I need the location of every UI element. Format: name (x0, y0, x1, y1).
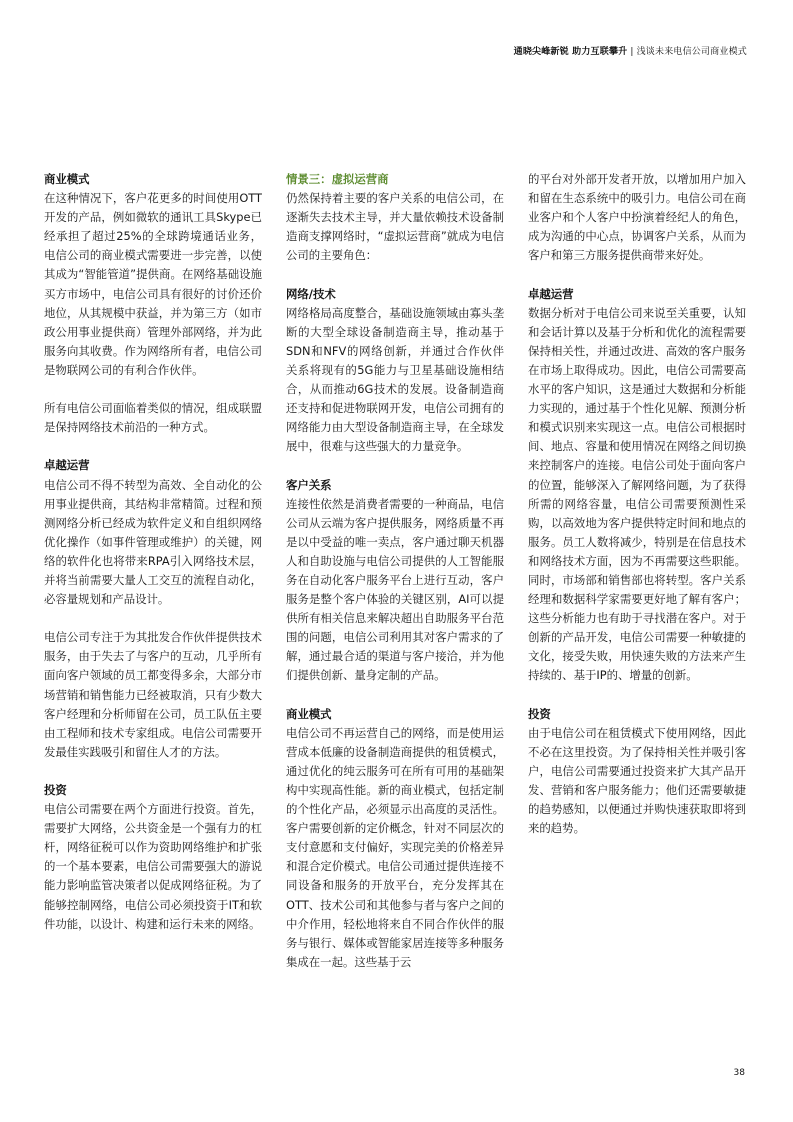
column-3 (528, 170, 746, 857)
page-number: 38 (733, 1068, 745, 1078)
section-heading: 商业模式 (286, 706, 332, 721)
paragraph: 数据分析对于电信公司来说至关重要，认知和会话计算以及基于分析和优化的流程需要保持相关性，并通过改进、高效的客户服务在市场上取得成功。因此，电信公司需要高水平的客户知识，这是通过大数据和分析能力实现的，通过基于个性化见解、预测分析和模式识别来实现这一点。电信公司根据时间、地点、容量和使用情况在网络之间切换来控制客户的连接。电信公司处于面向客户的位置，能够深入了解网络问题，为了获得所需的网络容量，电信公司需要预测性采购，以高效地为客户提供特定时间和地点的服务。员工人数将减少，特别是在信息技术和网络技术方面，因为不再需要这些职能。同时，市场部和销售部也将转型。客户关系经理和数据科学家需要更好地了解有客户；这些分析能力也有助于寻找潜在客户。对于创新的产品开发，电信公司需要一种敏捷的文化，接受失败，用快速失败的方法来产生持续的、基于IP的、增量的创新。 (528, 305, 746, 683)
paragraph: 电信公司不再运营自己的网络，而是使用运营成本低廉的设备制造商提供的租赁模式，通过优化的纯云服务可在所有可用的基础架构中实现高性能。新的商业模式，包括定制的个性化产品，必须显示出高度的灵活性。客户需要创新的定价概念，针对不同层次的支付意愿和支付偏好，实现完美的价格差异和混合定价模式。电信公司通过提供连接不同设备和服务的开放平台，充分发挥其在OTT、技术公司和其他参与者与客户之间的中介作用，轻松地将来自不同合作伙伴的服务与银行、媒体或智能家居连接等多种服务集成在一起。这些基于云 (286, 725, 504, 969)
section-heading: 客户关系 (286, 477, 332, 492)
section-heading: 网络/技术 (286, 286, 336, 301)
running-header (514, 44, 747, 57)
section-heading: 投资 (44, 783, 67, 797)
paragraph: 连接性依然是消费者需要的一种商品，电信公司从云端为客户提供服务，网络质量不再是以中受益的唯一卖点，客户通过聊天机器人和自助设施与电信公司提供的人工智能服务在自动化客户服务平台上进行互动，客户服务是整个客户体验的关键区别，AI可以提供所有相关信息来解决超出自助服务平台范围的问题，电信公司利用其对客户需求的了解，通过最合适的渠道与客户接洽，并为他们提供创新、量身定制的产品。 (286, 496, 504, 683)
paragraph: 电信公司需要在两个方面进行投资。首先，需要扩大网络，公共资金是一个强有力的杠杆，网络征税可以作为资助网络维护和扩张的一个基本要素，电信公司需要强大的游说能力影响监管决策者以促成网络征税。为了能够控制网络，电信公司必须投资于IT和软件功能，以设计、构建和运行未来的网络。 (44, 802, 262, 931)
header-subtitle: 浅谈未来电信公司商业模式 (636, 47, 747, 57)
scenario-heading: 情景三：虚拟运营商 (286, 172, 389, 186)
section-heading: 卓越运营 (44, 458, 90, 473)
header-separator: | (630, 47, 634, 57)
paragraph: 所有电信公司面临着类似的情况，组成联盟是保持网络技术前沿的一种方式。 (44, 401, 262, 435)
column-1 (44, 170, 262, 953)
section-heading: 商业模式 (44, 172, 90, 186)
paragraph: 电信公司专注于为其批发合作伙伴提供技术服务，由于失去了与客户的互动，几乎所有面向客户领域的员工都变得多余，大部分市场营销和销售能力已经被取消，只有少数大客户经理和分析师留在公司，员工队伍主要由工程师和技术专家组成。电信公司需要开发最佳实践吸引和留住人才的方法。 (44, 630, 262, 759)
section-heading: 投资 (528, 706, 551, 721)
paragraph: 电信公司不得不转型为高效、全自动化的公用事业提供商，其结构非常精简。过程和预测网络分析已经成为软件定义和自组织网络优化操作（如事件管理或维护）的关键，网络的软件化也将带来RPA引入网络技术层，并将当前需要大量人工交互的流程自动化，必容量规划和产品设计。 (44, 477, 262, 607)
paragraph: 仍然保持着主要的客户关系的电信公司，在逐渐失去技术主导，并大量依赖技术设备制造商支撑网络时，“虚拟运营商”就成为电信公司的主要角色： (286, 191, 504, 263)
paragraph: 的平台对外部开发者开放，以增加用户加入和留在生态系统中的吸引力。电信公司在商业客户和个人客户中扮演着经纪人的角色，成为沟通的中心点，协调客户关系，从而为客户和第三方服务提供商带来好处。 (528, 172, 746, 263)
section-heading: 卓越运营 (528, 286, 574, 301)
column-2 (286, 170, 504, 991)
paragraph: 由于电信公司在租赁模式下使用网络，因此不必在这里投资。为了保持相关性并吸引客户，电信公司需要通过投资来扩大其产品开发、营销和客户服务能力；他们还需要敏捷的趋势感知，以便通过并购快速获取即将到来的趋势。 (528, 725, 746, 836)
header-title: 通晓尖峰新锐 助力互联攀升 (513, 47, 628, 57)
paragraph: 在这种情况下，客户花更多的时间使用OTT开发的产品，例如微软的通讯工具Skype已经承担了超过25%的全球跨境通话业务，电信公司的商业模式需要进一步完善，以使其成为“智能管道”提供商。在网络基础设施买方市场中，电信公司具有很好的讨价还价地位，从其规模中获益，并为第三方（如市政公用事业提供商）管理外部网络，并为此服务向其收费。作为网络所有者，电信公司是物联网公司的有利合作伙伴。 (44, 191, 262, 377)
paragraph: 网络格局高度整合，基础设施领域由寡头垄断的大型全球设备制造商主导，推动基于SDN和NFV的网络创新，并通过合作伙伴关系将现有的5G能力与卫星基础设施相结合，从而推动6G技术的发展。设备制造商还支持和促进物联网开发，电信公司拥有的网络能力由大型设备制造商主导，在全球发展中，很难与这些强大的力量竞争。 (286, 305, 504, 454)
